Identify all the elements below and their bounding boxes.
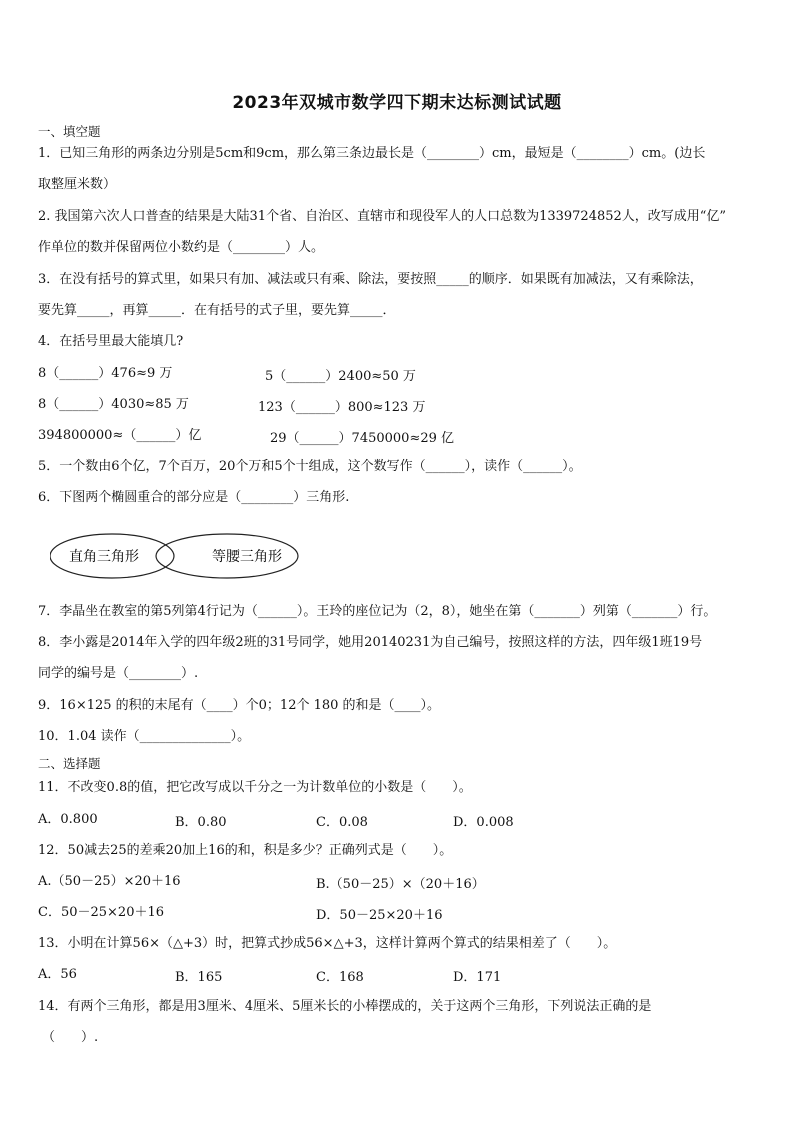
question-7: 7．李晶坐在教室的第5列第4行记为（______）。王玲的座位记为（2，8），她坐在第（_______）列第（_______）行。 <box>38 604 717 619</box>
question-11-option-b: B．0.80 <box>175 815 227 830</box>
question-14-line-1: 14．有两个三角形，都是用3厘米、4厘米、5厘米长的小棒摆成的，关于这两个三角形，下列说法正确的是 <box>38 999 652 1014</box>
question-1-line-2: 取整厘米数） <box>38 177 117 192</box>
question-14-line-2: （ ）. <box>42 1030 99 1045</box>
question-4-item-6: 29（______）7450000≈29 亿 <box>270 431 455 446</box>
ellipse-venn-diagram <box>50 532 310 582</box>
question-11: 11．不改变0.8的值，把它改写成以千分之一为计数单位的小数是（ ）。 <box>38 780 472 795</box>
question-12: 12．50减去25的差乘20加上16的和，积是多少？正确列式是（ ）。 <box>38 843 453 858</box>
question-4-item-3: 8（______）4030≈85 万 <box>38 397 189 412</box>
question-13-option-d: D．171 <box>453 970 502 985</box>
question-9: 9．16×125 的积的末尾有（____）个0；12个 180 的和是（____）。 <box>38 698 441 713</box>
question-1-line-1: 1．已知三角形的两条边分别是5cm和9cm，那么第三条边最长是（________）cm，最短是（________）cm。(边长 <box>38 146 706 161</box>
question-8-line-1: 8．李小露是2014年入学的四年级2班的31号同学，她用20140231为自己编号，按照这样的方法，四年级1班19号 <box>38 635 703 650</box>
question-11-option-d: D．0.008 <box>453 815 514 830</box>
question-5: 5．一个数由6个亿，7个百万，20个万和5个十组成，这个数写作（______），读作（______）。 <box>38 459 582 474</box>
page-title: 2023年双城市数学四下期末达标测试试题 <box>232 93 562 113</box>
question-12-option-b: B.（50－25）×（20＋16） <box>316 877 485 892</box>
right-ellipse-label: 等腰三角形 <box>212 549 282 565</box>
left-ellipse-label: 直角三角形 <box>69 549 139 565</box>
question-4-item-5: 394800000≈（______）亿 <box>38 428 202 443</box>
question-3-line-1: 3．在没有括号的算式里，如果只有加、减法或只有乘、除法，要按照_____的顺序．如果既有加减法，又有乘除法， <box>38 272 703 287</box>
question-2-line-1: 2. 我国第六次人口普查的结果是大陆31个省、自治区、直辖市和现役军人的人口总数为1339724852人，改写成用“亿” <box>38 209 727 224</box>
question-6: 6．下图两个椭圆重合的部分应是（________）三角形. <box>38 490 350 505</box>
question-12-option-a: A.（50－25）×20＋16 <box>38 874 181 889</box>
question-11-option-a: A．0.800 <box>38 812 98 827</box>
question-3-line-2: 要先算_____，再算_____．在有括号的式子里，要先算_____． <box>38 303 396 318</box>
question-10: 10．1.04 读作（______________）。 <box>38 729 251 744</box>
question-13-option-a: A．56 <box>38 967 77 982</box>
question-4-item-2: 5（______）2400≈50 万 <box>265 369 416 384</box>
question-4-item-1: 8（______）476≈9 万 <box>38 366 173 381</box>
question-8-line-2: 同学的编号是（________）. <box>38 666 199 681</box>
question-2-line-2: 作单位的数并保留两位小数约是（________）人。 <box>38 240 325 255</box>
section-heading-fill-in: 一、填空题 <box>38 124 101 139</box>
question-11-option-c: C．0.08 <box>316 815 368 830</box>
question-13-option-c: C．168 <box>316 970 364 985</box>
question-4: 4．在括号里最大能填几? <box>38 334 184 349</box>
question-12-option-c: C．50－25×20＋16 <box>38 905 165 920</box>
question-13-option-b: B．165 <box>175 970 223 985</box>
question-4-item-4: 123（______）800≈123 万 <box>258 400 426 415</box>
question-13: 13．小明在计算56×（△+3）时，把算式抄成56×△+3，这样计算两个算式的结果相差了（ ）。 <box>38 936 617 951</box>
question-12-option-d: D．50－25×20＋16 <box>316 908 443 923</box>
section-heading-choice: 二、选择题 <box>38 756 101 771</box>
